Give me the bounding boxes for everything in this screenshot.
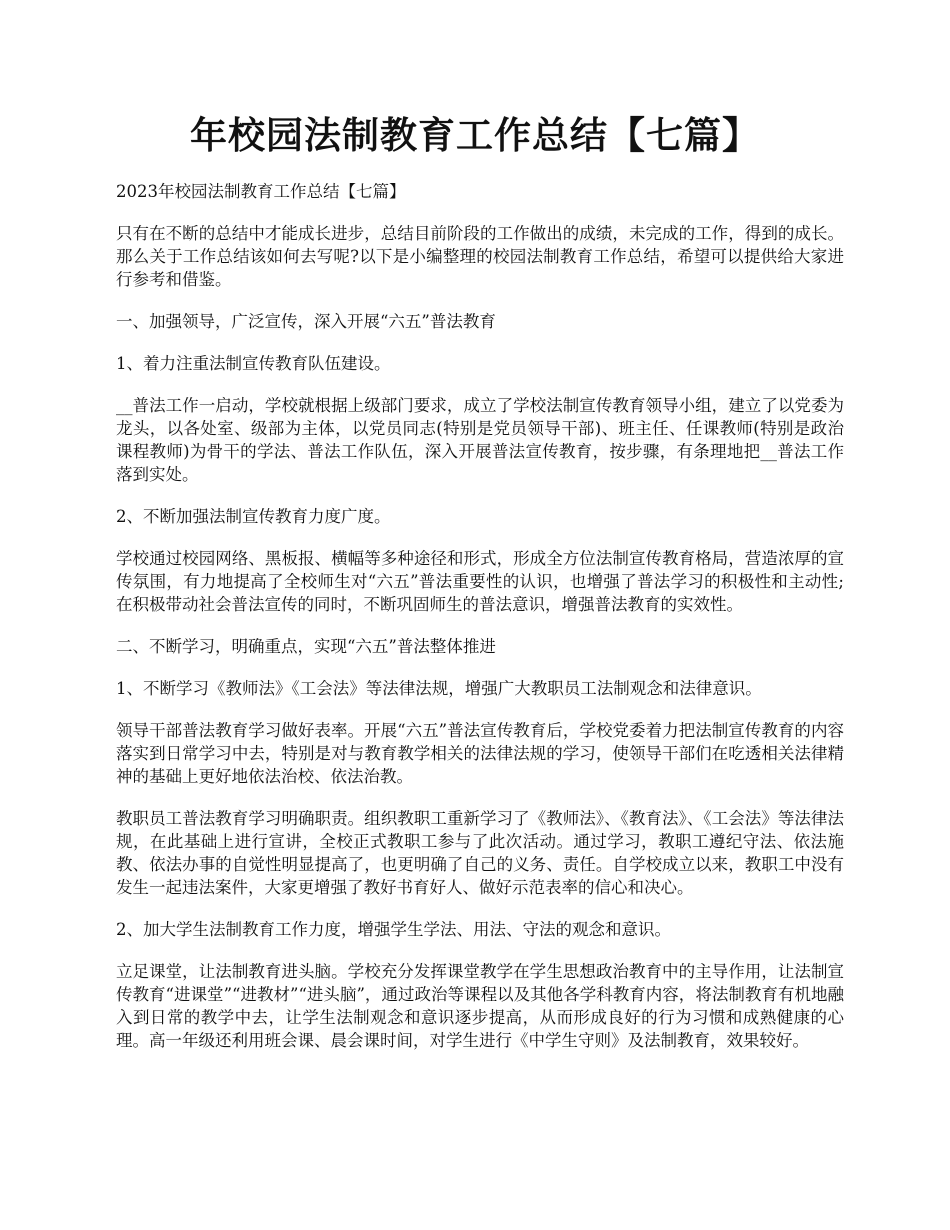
body-paragraph: 教职员工普法教育学习明确职责。组织教职工重新学习了《教师法》、《教育法》、《工会法》等法律法规，在此基础上进行宣讲，全校正式教职工参与了此次活动。通过学习，教职工遵纪守法、依法施教、依法办事的自觉性明显提高了，也更明确了自己的义务、责任。自学校成立以来，教职工中没有发生一起违法案件，大家更增强了教好书育好人、做好示范表率的信心和决心。 bbox=[116, 809, 844, 897]
subheading-2-2: 2、加大学生法制教育工作力度，增强学生学法、用法、守法的观念和意识。 bbox=[116, 920, 671, 939]
body-paragraph: 学校通过校园网络、黑板报、横幅等多种途径和形式，形成全方位法制宣传教育格局，营造浓厚的宣传氛围，有力地提高了全校师生对“六五”普法重要性的认识，也增强了普法学习的积极性和主动性;在积极带动社会普法宣传的同时，不断巩固师生的普法意识，增强普法教育的实效性。 bbox=[116, 549, 844, 614]
section-heading-1: 一、加强领导，广泛宣传，深入开展“六五”普法教育 bbox=[116, 312, 496, 331]
subtitle-line: 2023年校园法制教育工作总结【七篇】 bbox=[116, 182, 406, 201]
body-paragraph: __普法工作一启动，学校就根据上级部门要求，成立了学校法制宣传教育领导小组，建立了以党委为龙头，以各处室、级部为主体，以党员同志(特别是党员领导干部)、班主任、任课教师(特别是政治课程教师)为骨干的学法、普法工作队伍，深入开展普法宣传教育，按步骤，有条理地把__普法工作落到实处。 bbox=[116, 396, 844, 484]
intro-paragraph: 只有在不断的总结中才能成长进步，总结目前阶段的工作做出的成绩，未完成的工作，得到的成长。那么关于工作总结该如何去写呢?以下是小编整理的校园法制教育工作总结，希望可以提供给大家进行参考和借鉴。 bbox=[116, 224, 844, 289]
document-title: 年校园法制教育工作总结【七篇】 bbox=[190, 113, 760, 157]
subheading-1-2: 2、不断加强法制宣传教育力度广度。 bbox=[116, 507, 391, 526]
body-paragraph: 立足课堂，让法制教育进头脑。学校充分发挥课堂教学在学生思想政治教育中的主导作用，让法制宣传教育“进课堂”“进教材”“进头脑”，通过政治等课程以及其他各学科教育内容，将法制教育有机地融入到日常的教学中去，让学生法制观念和意识逐步提高，从而形成良好的行为习惯和成熟健康的心理。高一年级还利用班会课、晨会课时间，对学生进行《中学生守则》及法制教育，效果较好。 bbox=[116, 962, 844, 1050]
document-body bbox=[116, 180, 844, 1071]
section-heading-2: 二、不断学习，明确重点，实现“六五”普法整体推进 bbox=[116, 637, 496, 656]
subheading-1-1: 1、着力注重法制宣传教育队伍建设。 bbox=[116, 354, 391, 373]
subheading-2-1: 1、不断学习《教师法》《工会法》等法律法规，增强广大教职员工法制观念和法律意识。 bbox=[116, 679, 762, 698]
body-paragraph: 领导干部普法教育学习做好表率。开展“六五”普法宣传教育后，学校党委着力把法制宣传教育的内容落实到日常学习中去，特别是对与教育教学相关的法律法规的学习，使领导干部们在吃透相关法律精神的基础上更好地依法治校、依法治教。 bbox=[116, 721, 844, 786]
